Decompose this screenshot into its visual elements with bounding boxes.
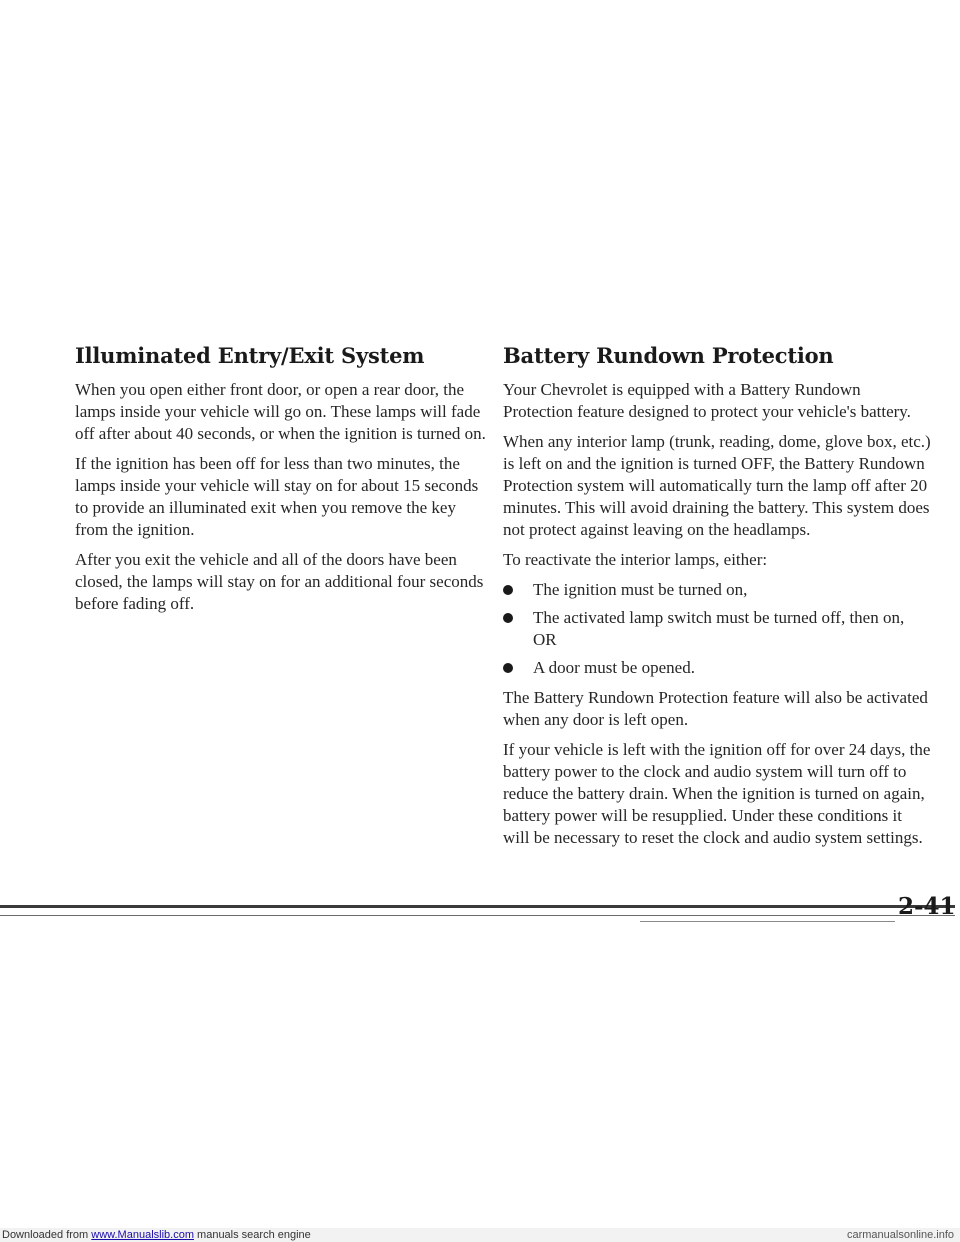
paragraph: The Battery Rundown Protection feature will also be activated when any door is left open. [503,688,928,729]
download-prefix: Downloaded from [2,1229,92,1241]
list-item [503,607,931,651]
list-item-text: A door must be opened. [533,658,695,677]
footer-rule-thick [0,905,955,908]
paragraph: If the ignition has been off for less than two minutes, the lamps inside your vehicle will stay on for about 15 seconds to provide an illuminated exit when you remove the key from the ignition. [75,454,479,539]
paragraph: When any interior lamp (trunk, reading, dome, glove box, etc.) is left on and the ignition is turned OFF, the Battery Rundown Protection system will automatically turn the lamp off after 20 minutes. This will avoid draining the battery. This system does not protect against leaving on the headlamps. [503,432,931,539]
list-item [503,657,931,679]
page-number: 2-41 [898,893,956,920]
battery-rundown-section [503,343,931,857]
section-heading: Battery Rundown Protection [503,343,834,368]
footer-rule-thin [0,915,955,916]
paragraph: When you open either front door, or open a rear door, the lamps inside your vehicle will go on. These lamps will fade off after about 40 seconds, or when the ignition is turned on. [75,380,486,443]
reactivation-list [503,579,931,679]
download-notice [2,1228,311,1242]
paragraph: If your vehicle is left with the ignition off for over 24 days, the battery power to the clock and audio system will turn off to reduce the battery drain. When the ignition is turned on again, battery power will be resupplied. Under these conditions it will be necessary to reset the clock and audio system settings. [503,740,931,847]
footer-rule-short [640,921,895,922]
list-item-text: The ignition must be turned on, [533,580,748,599]
manualslib-link[interactable]: www.Manualslib.com [91,1229,194,1241]
bullet-icon [503,585,513,595]
section-heading: Illuminated Entry/Exit System [75,343,425,368]
download-suffix: manuals search engine [193,1229,311,1241]
paragraph: To reactivate the interior lamps, either: [503,550,768,569]
site-watermark: carmanualsonline.info [846,1229,954,1241]
paragraph: Your Chevrolet is equipped with a Battery Rundown Protection feature designed to protect your vehicle's battery. [503,380,911,421]
illuminated-entry-exit-section [75,343,493,623]
list-item [503,579,931,601]
bullet-icon [503,613,513,623]
list-item-text: The activated lamp switch must be turned off, then on, OR [533,608,905,649]
paragraph: After you exit the vehicle and all of the doors have been closed, the lamps will stay on for an additional four seconds before fading off. [75,550,484,613]
download-footer [0,1228,960,1242]
bullet-icon [503,663,513,673]
